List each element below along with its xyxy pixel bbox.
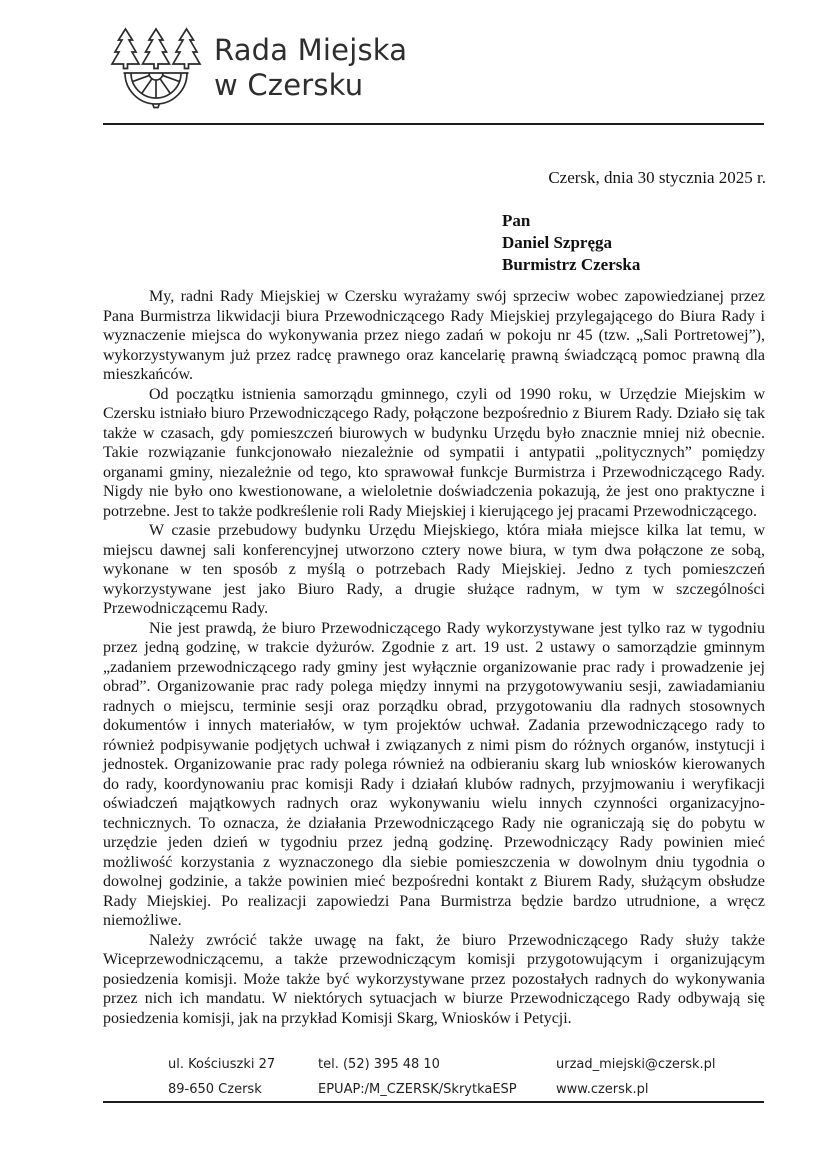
org-name-line1: Rada Miejska <box>214 33 408 67</box>
dateline: Czersk, dnia 30 stycznia 2025 r. <box>548 168 766 187</box>
header-divider <box>103 123 764 125</box>
letter-body <box>103 287 765 1028</box>
body-paragraph: Nie jest prawdą, że biuro Przewodniczącego Rady wykorzystywane jest tylko raz w tygodniu przez jedną godzinę, w trakcie dyżurów. Zgodnie z art. 19 ust. 2 ustawy o samorządzie gminnym „zadaniem przewodniczącego rady gminy jest wyłącznie organizowanie prac rady i prowadzenie jej obrad”. Organizowanie prac rady polega między innymi na przygotowywaniu sesji, zawiadamianiu radnych o miejscu, terminie sesji oraz porządku obrad, przygotowaniu dla radnych stosownych dokumentów i innych materiałów, w tym projektów uchwał. Zadania przewodniczącego rady to również podpisywanie podjętych uchwał i związanych z nimi pism do różnych organów, instytucji i jednostek. Organizowanie prac rady polega również na odbieraniu skarg lub wniosków kierowanych do rady, koordynowaniu prac komisji Rady i działań klubów radnych, przyjmowaniu i weryfikacji oświadczeń majątkowych radnych oraz wykonywaniu wielu innych czynności organizacyjno-technicznych. To oznacza, że działania Przewodniczącego Rady nie ograniczają się do pobytu w urzędzie jeden dzień w tygodniu przez jedną godzinę. Przewodniczący Rady powinien mieć możliwość korzystania z wyznaczonego dla siebie pomieszczenia w dowolnym dniu tygodnia o dowolnej godzinie, a także powinien mieć bezpośredni kontakt z Biurem Rady, służącym obsłudze Rady Miejskiej. Po realizacji zapowiedzi Pana Burmistrza będzie bardzo utrudnione, a wręcz niemożliwe. <box>103 619 765 929</box>
footer-phone: tel. (52) 395 48 10 <box>318 1057 440 1072</box>
footer-website: www.czersk.pl <box>556 1082 649 1097</box>
footer-address <box>168 1052 275 1102</box>
footer-street: ul. Kościuszki 27 <box>168 1057 276 1072</box>
recipient-name: Daniel Szpręga <box>502 233 613 252</box>
footer-epuap: EPUAP:/M_CZERSK/SkrytkaESP <box>318 1082 517 1097</box>
footer-email: urzad_miejski@czersk.pl <box>556 1057 716 1072</box>
rada-miejska-logo-icon <box>108 27 204 109</box>
footer-contact <box>318 1052 517 1102</box>
org-name <box>214 33 407 103</box>
body-paragraph: Od początku istnienia samorządu gminnego, czyli od 1990 roku, w Urzędzie Miejskim w Czersku istniało biuro Przewodniczącego Rady, połączone bezpośrednio z Biurem Rady. Działo się tak także w czasach, gdy pomieszczeń biurowych w budynku Urzędu było znacznie mniej niż obecnie. Takie rozwiązanie funkcjonowało niezależnie od sympatii i antypatii „politycznych” pomiędzy organami gminy, niezależnie od tego, kto sprawował funkcje Burmistrza i Przewodniczącego Rady. Nigdy nie było ono kwestionowane, a wieloletnie doświadczenia pokazują, że jest ono praktyczne i potrzebne. Jest to także podkreślenie roli Rady Miejskiej i kierującego jej pracami Przewodniczącego. <box>103 385 765 520</box>
body-paragraph: My, radni Rady Miejskiej w Czersku wyrażamy swój sprzeciw wobec zapowiedzianej przez Pana Burmistrza likwidacji biura Przewodniczącego Rady Miejskiej przylegającego do Biura Rady i wyznaczenie miejsca do wykonywania przez niego zadań w pokoju nr 45 (tzw. „Sali Portretowej”), wykorzystywanym już przez radcę prawnego oraz kancelarię prawną świadczącą pomoc prawną dla mieszkańców. <box>103 288 765 383</box>
body-paragraph: Należy zwrócić także uwagę na fakt, że biuro Przewodniczącego Rady służy także Wiceprzewodniczącemu, a także przewodniczącym komisji przygotowującym i organizującym posiedzenia komisji. Może także być wykorzystywane przez pozostałych radnych do wykonywania przez nich ich mandatu. W niektórych sytuacjach w biurze Przewodniczącego Rady odbywają się posiedzenia komisji, jak na przykład Komisji Skarg, Wniosków i Petycji. <box>103 931 765 1027</box>
footer-city: 89-650 Czersk <box>168 1082 262 1097</box>
pine-trees-icon <box>112 29 200 69</box>
org-name-line2: w Czersku <box>214 68 364 102</box>
recipient-title: Burmistrz Czerska <box>502 255 641 274</box>
mill-wheel-icon <box>124 73 189 108</box>
recipient-salutation: Pan <box>502 211 531 230</box>
body-paragraph: W czasie przebudowy budynku Urzędu Miejskiego, która miała miejsce kilka lat temu, w miejscu dawnej sali konferencyjnej utworzono cztery nowe biura, w tym dwa połączone ze sobą, wykonane w ten sposób z myślą o potrzebach Rady Miejskiej. Jedno z tych pomieszczeń wykorzystywane jest jako Biuro Rady, a drugie służące radnym, w tym w szczególności Przewodniczącemu Rady. <box>103 522 765 617</box>
recipient-block <box>502 210 640 276</box>
footer-divider <box>103 1101 764 1103</box>
footer-online <box>556 1052 716 1102</box>
